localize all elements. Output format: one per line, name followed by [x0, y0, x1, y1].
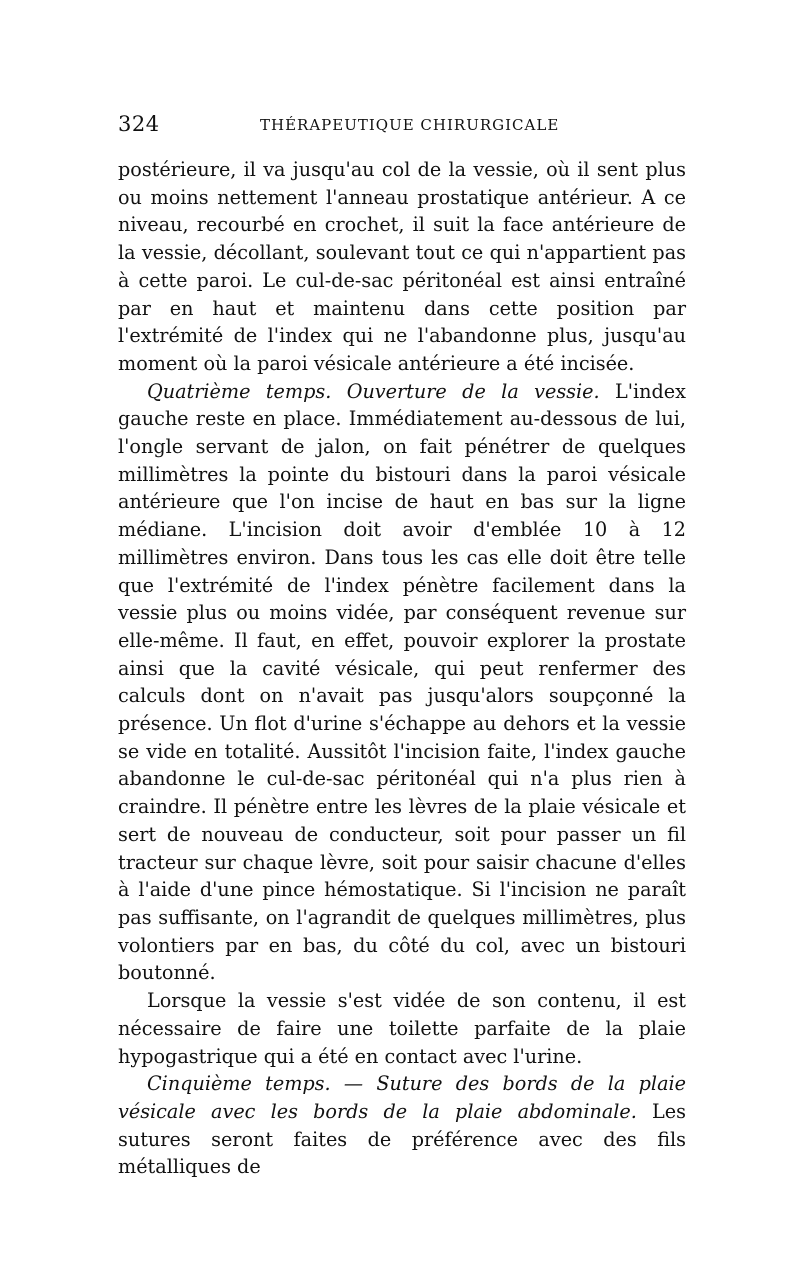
book-page [118, 112, 686, 1181]
paragraph-quatrieme-temps [118, 378, 686, 987]
running-title: THÉRAPEUTIQUE CHIRURGICALE [260, 116, 560, 134]
paragraph-toilette [118, 987, 686, 1070]
paragraph-cinquieme-temps [118, 1070, 686, 1181]
paragraph-continuation [118, 156, 686, 378]
section-heading-quatrieme-temps: Quatrième temps. Ouverture de la vessie. [147, 379, 600, 403]
body-text [118, 156, 686, 1181]
paragraph-text: Lorsque la vessie s'est vidée de son contenu, il est nécessaire de faire une toilette parfaite de la plaie hypogastrique qui a été en contact avec l'urine. [118, 989, 686, 1068]
paragraph-text: postérieure, il va jusqu'au col de la vessie, où il sent plus ou moins nettement l'anneau prostatique antérieur. A ce niveau, recourbé en crochet, il suit la face antérieure de la vessie, décollant, soulevant tout ce qui n'appartient pas à cette paroi. Le cul-de-sac péritonéal est ainsi entraîné par en haut et maintenu dans cette position par l'extrémité de l'index qui ne l'abandonne plus, jusqu'au moment où la paroi vésicale antérieure a été incisée. [118, 158, 686, 375]
page-number: 324 [118, 112, 160, 136]
section-heading-cinquieme-temps: Cinquième temps. — Suture des bords de la plaie vésicale avec les bords de la plaie abdominale. [118, 1072, 686, 1123]
paragraph-text: Les sutures seront faites de préférence avec des fils métalliques de [118, 1099, 686, 1179]
paragraph-text: L'index gauche reste en place. Immédiatement au-dessous de lui, l'ongle servant de jalon, on fait pénétrer de quelques millimètres la pointe du bistouri dans la paroi vésicale antérieure que l'on incise de haut en bas sur la ligne médiane. L'incision doit avoir d'emblée 10 à 12 millimètres environ. Dans tous les cas elle doit être telle que l'extrémité de l'index pénètre facilement dans la vessie plus ou moins vidée, par conséquent revenue sur elle-même. Il faut, en effet, pouvoir explorer la prostate ainsi que la cavité vésicale, qui peut renfermer des calculs dont on n'avait pas jusqu'alors soupçonné la présence. Un flot d'urine s'échappe au dehors et la vessie se vide en totalité. Aussitôt l'incision faite, l'index gauche abandonne le cul-de-sac péritonéal qui n'a plus rien à craindre. Il pénètre entre les lèvres de la plaie vésicale et sert de nouveau de conducteur, soit pour passer un fil tracteur sur chaque lèvre, soit pour saisir chacune d'elles à l'aide d'une pince hémostatique. Si l'incision ne paraît pas suffisante, on l'agrandit de quelques millimètres, plus volontiers par en bas, du côté du col, avec un bistouri boutonné. [118, 379, 686, 985]
page-header [118, 112, 686, 152]
